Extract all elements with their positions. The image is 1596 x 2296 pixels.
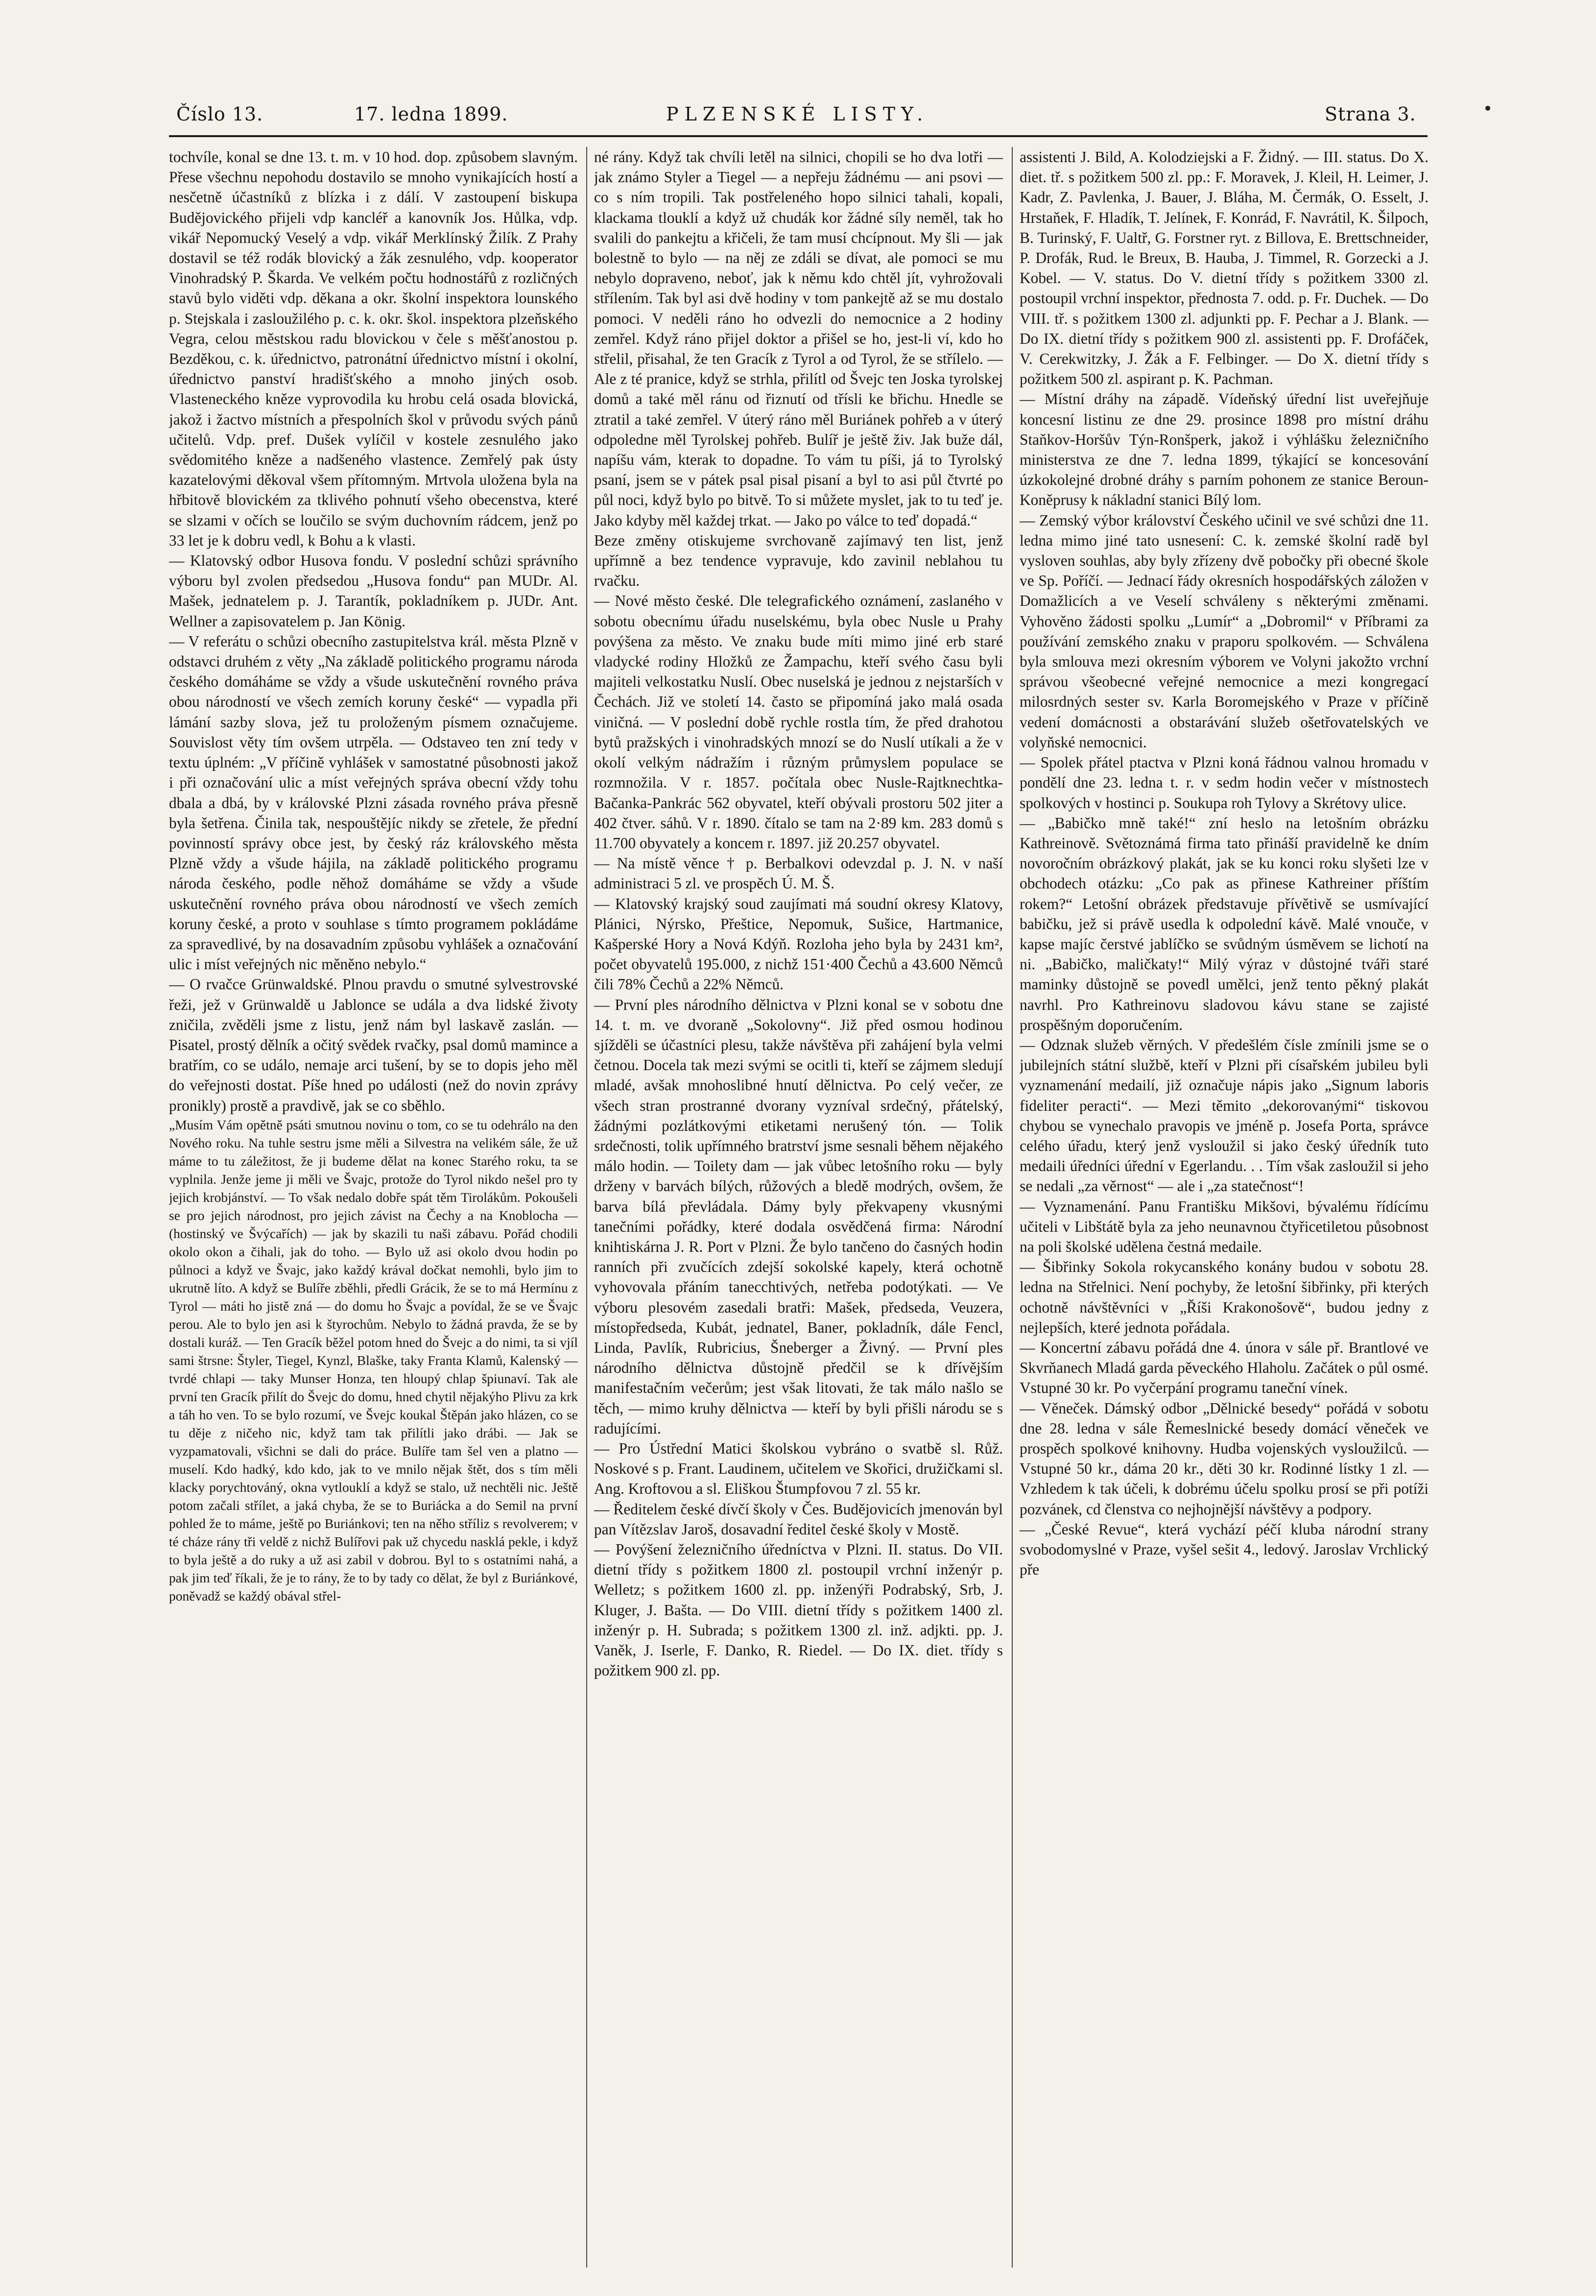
article-paragraph: „Musím Vám opětně psáti smutnou novinu o tom, co se tu odehrálo na den Nového roku. Na tuhle sestru jsme měli a Silvestra na velikém sále, že už máme to tu záležitost, že ji budeme dělat na konec Starého roku, ta se vyplnila. Jenže jeme ji měli ve Švajc, protože do Tyrol nikdo nešel pro ty jejich krobjánství. — To však nedalo dobře spát těm Tirolákům. Pokoušeli se pro jejich národnost, pro jejich závist na Čechy a na Knoblocha — (hostinský ve Švýcařích) — jak by skazili tu naši zábavu. Pořád chodili okolo okon a čihali, jak do toho. — Bylo už asi okolo dvou hodin po půlnoci a když ve Švajc, jako každý krával dočkat nemohli, bylo jim to ukrutně líto. A když se Bulíře zběhli, předli Grácik, že se to má Hermínu z Tyrol — máti ho jistě zná — do domu ho Švajc a povídal, že se ve Švajc perou. Ale to bylo jen asi k štyrochům. Nebylo to žádná pravda, že se by dostali kuráž. — Ten Gracík běžel potom hned do Švejc a do nimi, ta si vjíl sami štrsne: Štyler, Tiegel, Kynzl, Blaške, taky Franta Klamů, Kalenský — tvrdé chlapi — taky Munser Honza, ten hloupý chlap špiunaví. Tak ale první ten Gracík přilít do Švejc do domu, hned chytil nějakýho Plivu za krk a táh ho ven. To se bylo rozumí, ve Švejc koukal Štěpán jako hlázen, co se tu děje z ničeho nic, když tam tak přilítli jako drábi. — Jak se vyzpamatovali, všichni se dali do práce. Bulíře tam šel ven a platno — muselí. Kdo hadký, kdo kdo, jak to ve mnilo nějak štět, dos s tím měli klacky porychtováný, okna vytlouklí a když se stalo, už nechtěli nic. Ještě potom začali střílet, a jaká chyba, že se to Buriácka a do Semil na první pohled že to máme, ještě po Buriánkovi; ten na něho stříliz s revolverem; v té cháze rány tři veldě z nichž Bulířovi pak už chycedu nasklá pekle, i když to byla ještě a do ruky a už asi zabil v dobrou. Byl to s ostatními nahá, a pak jim teď říkali, že je to rány, že to by tady co dělat, že byl z Buriánkové, poněvadž se každý obával střel- (169, 1117, 578, 1603)
article-paragraph: — Nové město české. Dle telegrafického oznámení, zaslaného v sobotu obecnímu úřadu nuselskému, byla obec Nusle u Prahy povýšena za město. Ve znaku bude míti mimo jiné erb staré vladycké rodiny Hložků ze Žampachu, kteří svého času byli majiteli velkostatku Nuslí. Obec nuselská je jednou z nejstarších v Čechách. Již ve století 14. často se připomíná jako malá osada viničná. — V poslední době rychle rostla tím, že před drahotou bytů pražských i vinohradských mnozí se do Nuslí utíkali a že v okolí velkým nádražím i různým průmyslem populace se rozmnožila. V r. 1857. počítala obec Nusle-Rajtknechtka-Bačanka-Pankrác 562 obyvatel, kteří obývali prostoru 502 jiter a 402 čtver. sáhů. V r. 1890. čítalo se tam na 2·89 km. 283 domů s 11.700 obyvately a koncem r. 1897. již 20.257 obyvatel. (594, 592, 1003, 852)
page-header (169, 97, 1428, 131)
article-paragraph: né rány. Když tak chvíli letěl na silnici, chopili se ho dva lotři — jak známo Styler a Tiegel — a nepřeju žádnému — ani psovi — co s ním tropili. Tak postřeleného hopo silnici tahali, kopali, klackama tlouklí a když už chudák kor žádné síly neměl, tak ho svalili do pankejtu a křičeli, že tam musí chcípnout. My šli — jak bolestně to bylo — na něj ze zdáli se dívat, ale pomoci se mu nebylo dopraveno, neboť, jak k němu kdo chtěl jít, vyhrožovali střílením. Tak byl asi dvě hodiny v tom pankejtě až se mu dostalo pomoci. V neděli ráno ho odvezli do nemocnice a 2 hodiny zemřel. Když ráno přijel doktor a přišel se ho, jest-li ví, kdo ho střelil, přisahal, že ten Gracík z Tyrol a od Tyrol, že se střílelo. — Ale z té pranice, když se strhla, přilítl od Švejc ten Joska tyrolskej domů a také měl ránu od řiznutí od třísli ke břichu. Hnedle se ztratil a také zemřel. V úterý ráno měl Buriánek pohřeb a v úterý odpoledne měl Tyrolskej pohřeb. Bulíř je ještě živ. Jak buže dál, napíšu vám, kterak to dopadne. To vám tu píši, já to Tyrolský psaní, jsem se v pátek psal pisal pisaní a byl to asi půl čtvrté po půl noci, když bylo po bitvě. To si můžete myslet, jak to tu teď je. Jako kdyby měl každej trkat. — Jako po válce to teď dopadá.“ (594, 148, 1003, 529)
article-paragraph: — Klatovský krajský soud zaujímati má soudní okresy Klatovy, Plánici, Nýrsko, Přeštice, Nepomuk, Sušice, Hartmanice, Kašperské Hory a Nová Kdýň. Rozloha jeho byla by 2431 km², počet obyvatelů 195.000, z nichž 151·400 Čechů a 43.600 Němců čili 78% Čechů a 22% Němců. (594, 895, 1003, 993)
article-paragraph: — Povýšení železničního úředníctva v Plzni. II. status. Do VII. dietní třídy s požitkem 1800 zl. postoupil vrchní inženýr p. Welletz; s požitkem 1600 zl. pp. inženýři Podrabský, Srb, J. Kluger, J. Bašta. — Do VIII. dietní třídy s požitkem 1400 zl. inženýr p. H. Subrada; s požitkem 1300 zl. inž. adjkti. pp. J. Vaněk, J. Iserle, F. Danko, R. Riedel. — Do IX. diet. třídy s požitkem 900 zl. pp. (594, 1541, 1003, 1679)
article-paragraph: — Klatovský odbor Husova fondu. V poslední schůzi správního výboru byl zvolen předsedou „Husova fondu“ pan MUDr. Al. Mašek, jednatelem p. J. Tarantík, pokladníkem p. JUDr. Ant. Wellner a zapisovatelem p. Jan König. (169, 552, 578, 630)
article-paragraph: — Spolek přátel ptactva v Plzni koná řádnou valnou hromadu v pondělí dne 23. ledna t. r. v sedm hodin večer v místnostech spolkových v hostinci p. Soukupa roh Tylovy a Skrétovy ulice. (1020, 754, 1429, 812)
article-paragraph: — Koncertní zábavu pořádá dne 4. února v sále př. Brantlové ve Skvrňanech Mladá garda pěveckého Hlaholu. Začátek o půl osmé. Vstupné 30 kr. Po vyčerpání programu taneční vínek. (1020, 1339, 1429, 1397)
article-paragraph: Beze změny otiskujeme svrchovaně zajímavý ten list, jenž upřímně a bez tendence vypravuje, kdo zavinil neblahou tu rvačku. (594, 531, 1003, 590)
print-speck (1485, 106, 1490, 111)
article-paragraph: assistenti J. Bild, A. Kolodziejski a F. Židný. — III. status. Do X. diet. tř. s požitkem 500 zl. pp.: F. Moravek, J. Kleil, H. Leimer, J. Kadr, Z. Pavlenka, J. Bauer, J. Bláha, M. Čermák, O. Esselt, J. Hrstaňek, F. Hladík, T. Jelínek, F. Konrád, F. Navrátil, K. Šilpoch, B. Turinský, F. Ualtř, G. Forstner ryt. z Billova, E. Brettschneider, P. Drofák, Rud. le Breux, B. Hauba, J. Timmel, R. Gorzecki a J. Kobel. — V. status. Do V. dietní třídy s požitkem 3300 zl. postoupil vrchní inspektor, přednosta 7. odd. p. Fr. Duchek. — Do VIII. tř. s požitkem 1300 zl. adjunkti pp. F. Pechar a J. Blank. — Do IX. dietní třídy s požitkem 900 zl. assistenti pp. F. Drofáček, V. Cerekwitzky, J. Žák a F. Felbinger. — Do X. dietní třídy s požitkem 500 zl. aspirant p. K. Pachman. (1020, 148, 1429, 388)
article-paragraph: — Ředitelem české dívčí školy v Čes. Budějovicích jmenován byl pan Vítězslav Jaroš, dosavadní ředitel české školy v Mostě. (594, 1500, 1003, 1538)
article-paragraph: — V referátu o schůzi obecního zastupitelstva král. města Plzně v odstavci druhém z věty „Na základě politického programu národa českého domáháme se vždy a všude uskutečnění rovného práva obou národností ve všech zemích koruny české“ — vypadla při lámání sazby slova, jež tu proloženým písmem označujeme. Souvislost věty tím ovšem utrpěla. — Odstaveo ten zní tedy v textu úplném: „V příčině vyhlášek v samostatné působnosti jakož i při označování ulic a míst veřejných správa obecní vždy tohu dbala a dbá, by v královské Plzni zásada rovného práva přesně byla šetřena. Činila tak, nespouštějíc nikdy se zřetele, že přední povinností správy obce jest, by český ráz královského města Plzně vždy a všude hájila, na základě politického programu národa českého, podle něhož domáháme se vždy a všude uskutečnění rovného práva obou národností ve všech zemích koruny české, a proto v souhlase s tímto programem pokládáme za spravedlivé, by na dosavadním způsobu vyhlášek a označování ulic i míst veřejných nic měněno nebylo.“ (169, 632, 578, 973)
issue-number: Číslo 13. (176, 103, 263, 125)
article-paragraph: tochvíle, konal se dne 13. t. m. v 10 hod. dop. způsobem slavným. Přese všechnu nepohodu dostavilo se mnoho vynikajících hostí a nesčetně účastníků z blízka i z dálí. V zastoupení biskupa Budějovického přijeli vdp kancléř a kanovník Jos. Hůlka, vdp. vikář Nepomucký Veselý a vdp. vikář Merklínský Žilík. Z Prahy dostavil se též rodák blovický a žák zesnulého, vdp. kooperator Vinohradský P. Škarda. Ve velkém počtu hodnostářů z rozličných stavů bylo viděti vdp. děkana a okr. školní inspektora lounského p. Stejskala i zasloužilého p. c. k. okr. škol. inspektora plzeňského Vegra, celou městskou radu blovickou v čele s měšťanostou p. Bezděkou, c. k. úřednictvo, patronátní úřednictvo místní i okolní, úřednictvo panství hradišťského a mnoho jiných osob. Vlasteneckého kněze vyprovodila ku hrobu celá osada blovická, jakož i žactvo místních a přespolních škol v průvodu svých pánů učitelů. Vdp. pref. Dušek vylíčil v kostele zesnulého jako svědomitého kněze a nadšeného vlastence. Zemřelý pak ústy kazatelovými děkoval všem přítomným. Mrtvola uložena byla na hřbitově blovickém za tklivého pohnutí všeho obecenstva, které se slzami v očích se loučilo se svým duchovním rádcem, jenž po 33 let je k dobru vedl, k Bohu a k vlasti. (169, 148, 578, 549)
article-paragraph: — „Babičko mně také!“ zní heslo na letošním obrázku Kathreinově. Světoznámá firma tato přináší pravidelně ke dním novoročním obrázkový plakát, jak se ku konci roku slyšeti lze v obchodech otázku: „Co pak as přinese Kathreiner příštím rokem?“ Letošní obrázek představuje přívětivě se usmívající babičku, jež si právě usedla k odpolední kávě. Malé vnouče, v kapse majíc čerstvé jablíčko se svůdným úsměvem se lichotí na ni. „Babičko, maličkaty!“ Milý výraz v důstojné tváři staré maminky důstojně se povedl umělci, jenž tento pěkný plakát navrhl. Pro Kathreinovu sladovou kávu stane se zajisté prospěšným doporučením. (1020, 814, 1429, 1033)
article-paragraph: — Zemský výbor království Českého učinil ve své schůzi dne 11. ledna mimo jiné tato usnesení: C. k. zemské školní radě byl vysloven souhlas, aby byly zřízeny dvě pobočky při obecné škole ve Sp. Poříčí. — Jednací řády okresních hospodářských záložen v Domažlicích a ve Veselí schváleny s některými změnami. Vyhověno žádosti spolku „Lumír“ a „Dobromil“ v Příbrami za používání zemského znaku v praporu spolkovém. — Schválena byla smlouva mezi okresním výborem ve Volyni jakožto vrchní správou všeobecné veřejné nemocnice a mezi kongregací milosrdných sester sv. Karla Boromejského v Praze v příčině vedení domácnosti a obstarávání služeb ošetřovatelských ve volyňské nemocnici. (1020, 511, 1429, 751)
article-paragraph: — Místní dráhy na západě. Vídeňský úřední list uveřejňuje koncesní listinu ze dne 29. prosince 1898 pro místní dráhu Staňkov-Horšův Týn-Ronšperk, jakož i výhlášku železničního ministerstva ze dne 7. ledna 1899, týkající se koncesování úzkokolejné drobné dráhy s parním pohonem ze stanice Beroun-Koněprusy k nákladní stanici Bílý lom. (1020, 390, 1429, 509)
article-paragraph: — „České Revue“, která vychází péčí kluba národní strany svobodomyslné v Praze, vyšel sešit 4., ledový. Jaroslav Vrchlický pře (1020, 1520, 1429, 1578)
column-divider (586, 147, 587, 2268)
article-paragraph: — Na místě věnce † p. Berbalkovi odevzdal p. J. N. v naší administraci 5 zl. ve prospěch Ú. M. Š. (594, 855, 1003, 892)
article-paragraph: — Pro Ústřední Matici školskou vybráno o svatbě sl. Růž. Noskové s p. Frant. Laudinem, učitelem ve Skořici, družičkami sl. Ang. Kroftovou a sl. Eliškou Štumpfovou 7 zl. 55 kr. (594, 1440, 1003, 1498)
article-paragraph: — Odznak služeb věrných. V předešlém čísle zmínili jsme se o jubilejních státní službě, kteří v Plzni při císařském jubileu byli vyznamenání medailí, již označuje nápis jako „Signum laboris fideliter peracti“. — Mezi těmito „dekorovanými“ tiskovou chybou se vynechalo pravopis ve jméně p. Josefa Porta, správce celého úřadu, který jenž vysloužil si jako český úředník tuto medaili úředníci úřední v Egerlandu. . . Tím však zasloužil si jeho se nedali „za věrnost“ — ale i „za statečnost“! (1020, 1036, 1429, 1195)
article-paragraph: — Věneček. Dámský odbor „Dělnické besedy“ pořádá v sobotu dne 28. ledna v sále Řemeslnické besedy domácí věneček ve prospěch spolkové knihovny. Hudba vojenských vysloužilců. — Vstupné 50 kr., dáma 20 kr., děti 30 kr. Rodinné lístky 1 zl. — Vzhledem k tak účeli, k dobrému účelu spolku prosí se při potíži pozvánek, cd členstva co nejhojnější návštěvy a podpory. (1020, 1399, 1429, 1518)
column-2 (594, 147, 1003, 2268)
page-number: Strana 3. (1325, 103, 1416, 125)
column-1 (169, 147, 578, 2268)
article-paragraph: — Vyznamenání. Panu Františku Mikšovi, bývalému řídícímu učiteli v Libštátě byla za jeho neunavnou čtyřicetiletou působnost na poli školské udělena čestná medaile. (1020, 1197, 1429, 1255)
newspaper-title: PLZENSKÉ LISTY. (666, 103, 929, 125)
article-paragraph: — První ples národního dělnictva v Plzni konal se v sobotu dne 14. t. m. ve dvoraně „Sokolovny“. Již před osmou hodinou sjížděli se účastníci plesu, takže návštěva při zahájení byla velmi četnou. Docela tak mezi svými se ocitli ti, kteří se zájmem sledují mladé, avšak mnohoslibné hnutí dělnictva. Po celý večer, ze všech stran prostranné dvorany vyzníval srdečný, přátelský, žádnými pozlátkovými etiketami nerušený tón. — Tolik srdečnosti, tolik upřímného bratrství jsme sesnali během nějakého málo hodin. — Toilety dam — jak vůbec letošního roku — byly drženy v barvách bílých, růžových a bledě modrých, ovšem, že barva bílá převládala. Dámy byly překvapeny vkusnými tanečními pořádky, které dodala osvědčená firma: Národní knihtiskárna J. R. Port v Plzni. Že bylo tančeno do časných hodin ranních při zvučících zdejší sokolské kapely, která ochotně vyhovovala přáním tanecchtivých, netřeba podotýkati. — Ve výboru plesovém zasedali bratři: Mašek, předseda, Veuzera, místopředseda, Kubát, jednatel, Baner, pokladník, dále Fencl, Linda, Pavlík, Rubricius, Šneberger a Živný. — První ples národního dělnictva důstojně předčil se k dřívějším manifestačním večerům; jest však litovati, že tak málo našlo se těch, — mimo kruhy dělnictva — kteří by byli přišli národu se s radujícími. (594, 996, 1003, 1437)
issue-date: 17. ledna 1899. (354, 103, 508, 125)
header-rule (169, 135, 1428, 137)
article-paragraph: — Šibřinky Sokola rokycanského konány budou v sobotu 28. ledna na Střelnici. Není pochyby, že letošní šibřinky, při kterých ochotně návštěvníci v „Říši Krakonošově“, budou jedny z nejlepších, které jednota pořádala. (1020, 1258, 1429, 1336)
column-divider (1012, 147, 1013, 2268)
column-3 (1020, 147, 1429, 2268)
article-paragraph: — O rvačce Grünwaldské. Plnou pravdu o smutné sylvestrovské řeži, jež v Grünwaldě u Jablonce se udála a dva lidské životy zničila, zvěděli jsme z listu, jenž nám byl laskavě zaslán. — Pisatel, prostý dělník a očitý svědek rvačky, psal domů mamince a bratřím, co se událo, nemaje arci tušení, by se to dopis jeho měl do veřejnosti dostat. Píše hned po události (než do novin zprávy pronikly) prostě a pravdivě, jak se co sběhlo. (169, 976, 578, 1114)
